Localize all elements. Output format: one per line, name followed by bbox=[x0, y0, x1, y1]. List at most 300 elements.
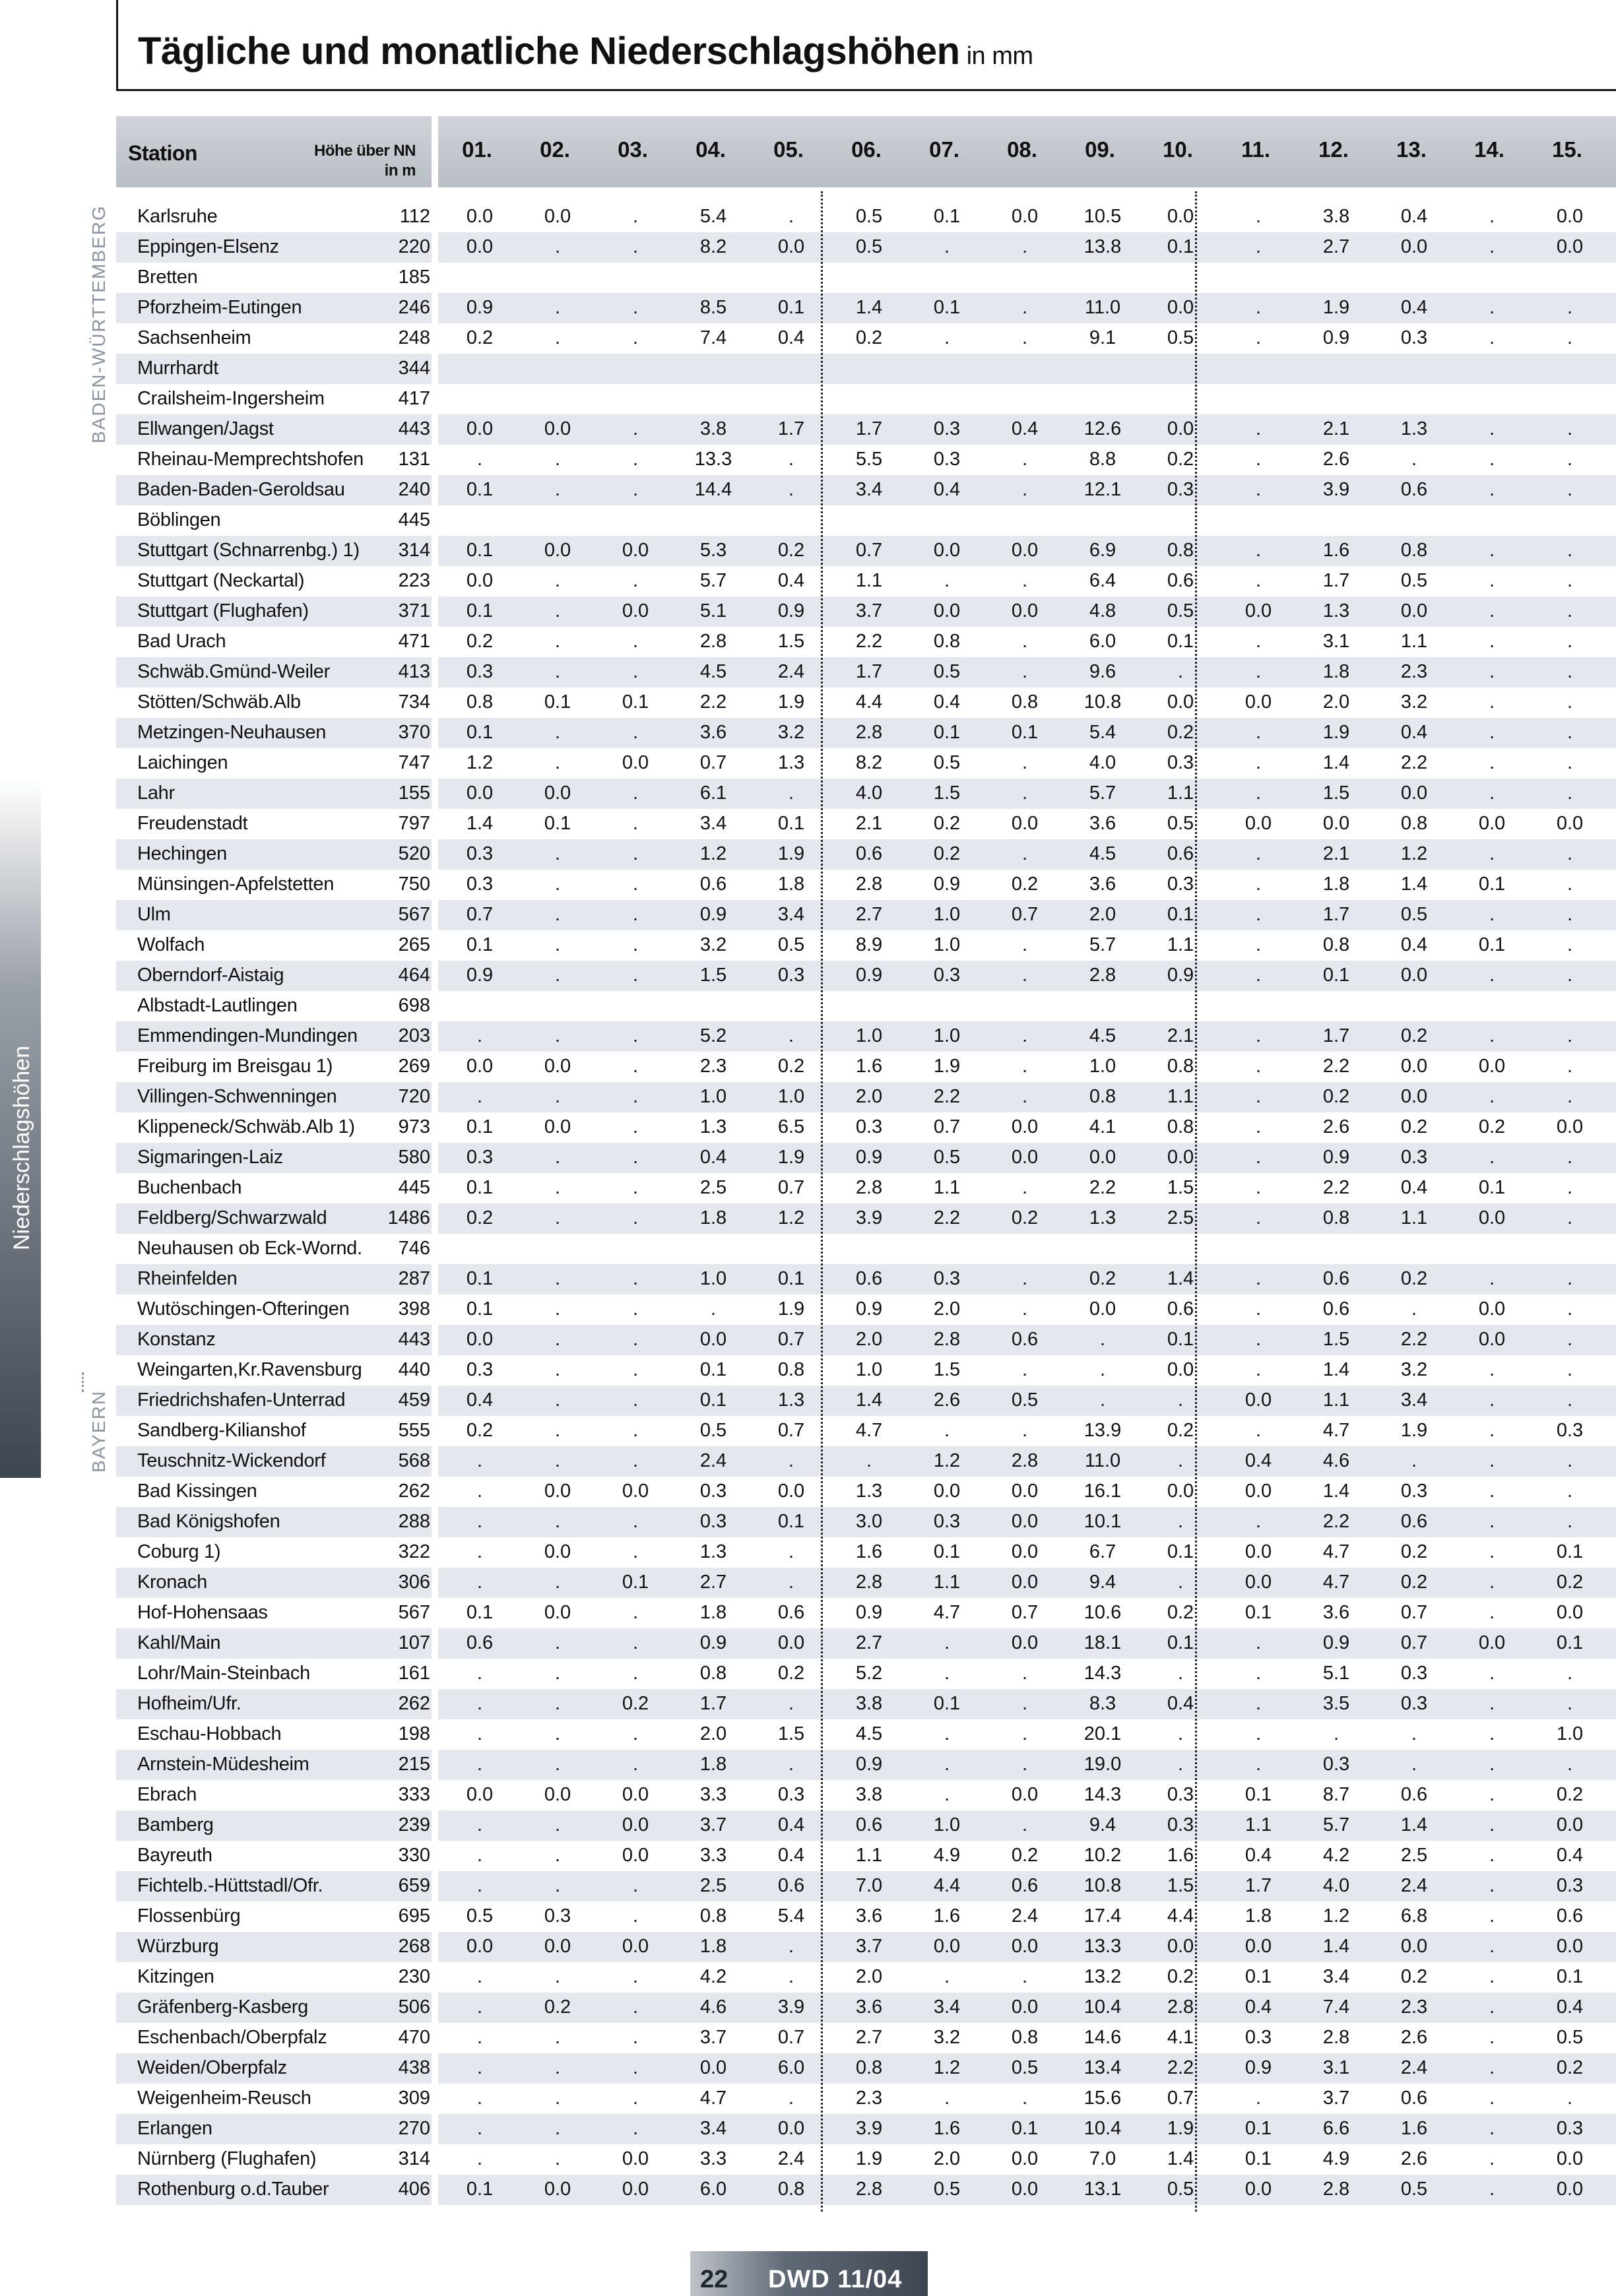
day-value: . bbox=[476, 2027, 483, 2048]
day-value: 1.3 bbox=[777, 1389, 805, 1411]
day-value: 0.0 bbox=[544, 2179, 571, 2200]
day-value: 0.0 bbox=[1167, 1147, 1194, 1168]
day-value: 0.0 bbox=[1244, 600, 1272, 622]
day-value: 0.7 bbox=[855, 540, 883, 561]
day-value: 1.5 bbox=[699, 965, 727, 986]
day-value: 1.0 bbox=[699, 1086, 727, 1107]
day-value: 2.0 bbox=[855, 1966, 883, 1987]
day-value: . bbox=[788, 1572, 794, 1593]
day-value: 1.9 bbox=[1400, 1420, 1428, 1441]
day-value: 1.9 bbox=[777, 1147, 805, 1168]
station-elevation: 567 bbox=[398, 1602, 430, 1623]
day-value: . bbox=[1489, 1875, 1495, 1896]
day-value: 7.0 bbox=[855, 1875, 883, 1896]
day-value: 0.4 bbox=[1400, 1177, 1428, 1198]
day-value: 13.4 bbox=[1083, 2057, 1122, 2078]
station-name: Böblingen bbox=[137, 509, 221, 530]
day-value: 1.9 bbox=[1322, 722, 1350, 743]
row-gap bbox=[432, 1507, 438, 1537]
row-gap bbox=[432, 1082, 438, 1112]
station-name: Stuttgart (Flughafen) bbox=[137, 600, 309, 622]
day-value: 0.9 bbox=[1167, 965, 1194, 986]
day-value: . bbox=[788, 449, 794, 470]
day-value: 0.1 bbox=[1478, 874, 1506, 895]
day-value: 0.4 bbox=[699, 1147, 727, 1168]
day-value: 0.3 bbox=[1167, 1814, 1194, 1835]
day-value: . bbox=[554, 1329, 561, 1350]
day-value: 8.9 bbox=[855, 934, 883, 955]
day-value: . bbox=[1489, 479, 1495, 500]
station-name: Teuschnitz-Wickendorf bbox=[137, 1450, 326, 1471]
day-value: 0.2 bbox=[466, 327, 494, 348]
day-value: 0.9 bbox=[1322, 1632, 1350, 1653]
day-value: 0.0 bbox=[1167, 1936, 1194, 1957]
day-value: 0.5 bbox=[777, 934, 805, 955]
day-value: . bbox=[476, 1541, 483, 1562]
day-value: 1.7 bbox=[699, 1693, 727, 1714]
day-value: . bbox=[554, 297, 561, 318]
day-value: 2.8 bbox=[855, 2179, 883, 2200]
day-value: 0.2 bbox=[1400, 1116, 1428, 1137]
day-value: . bbox=[1099, 1329, 1106, 1350]
day-value: 0.0 bbox=[1167, 206, 1194, 227]
day-value: . bbox=[1021, 1723, 1028, 1744]
day-value: 0.8 bbox=[1322, 934, 1350, 955]
day-value: 2.1 bbox=[1322, 843, 1350, 864]
station-name: Bad Urach bbox=[137, 631, 226, 652]
day-value: 0.9 bbox=[466, 297, 494, 318]
day-value: 0.0 bbox=[1011, 813, 1039, 834]
day-header: 03. bbox=[618, 137, 648, 162]
day-value: 0.0 bbox=[1244, 1389, 1272, 1411]
day-value: 4.2 bbox=[1322, 1845, 1350, 1866]
day-value: 0.8 bbox=[1011, 691, 1039, 713]
day-value: . bbox=[1255, 782, 1262, 804]
day-value: 0.6 bbox=[855, 1814, 883, 1835]
day-value: 0.0 bbox=[1556, 236, 1584, 257]
day-value: . bbox=[632, 1207, 639, 1228]
table-row bbox=[116, 657, 1616, 687]
day-value: 1.6 bbox=[1400, 2118, 1428, 2139]
day-value: 0.0 bbox=[1011, 2179, 1039, 2200]
day-value: . bbox=[1567, 1147, 1573, 1168]
station-name: Lohr/Main-Steinbach bbox=[137, 1663, 310, 1684]
day-value: 1.3 bbox=[855, 1481, 883, 1502]
day-value: 0.3 bbox=[1556, 2118, 1584, 2139]
day-value: 16.1 bbox=[1083, 1481, 1122, 1502]
day-value: 11.0 bbox=[1084, 297, 1121, 318]
day-value: 0.0 bbox=[1011, 1511, 1039, 1532]
day-value: 9.1 bbox=[1089, 327, 1116, 348]
day-value: 0.1 bbox=[544, 691, 571, 713]
day-value: . bbox=[1489, 1784, 1495, 1805]
day-value: 13.1 bbox=[1083, 2179, 1122, 2200]
day-value: 0.0 bbox=[1011, 1936, 1039, 1957]
day-value: . bbox=[1255, 722, 1262, 743]
day-value: 10.2 bbox=[1083, 1845, 1122, 1866]
day-value: 0.1 bbox=[1244, 2118, 1272, 2139]
day-value: . bbox=[1255, 479, 1262, 500]
day-value: 2.2 bbox=[1400, 752, 1428, 773]
day-value: 0.0 bbox=[1167, 691, 1194, 713]
day-value: . bbox=[554, 1723, 561, 1744]
table-row bbox=[116, 1112, 1616, 1143]
table-row bbox=[116, 2053, 1616, 2084]
day-value: . bbox=[632, 1663, 639, 1684]
day-value: 0.1 bbox=[777, 1511, 805, 1532]
day-value: . bbox=[1255, 570, 1262, 591]
day-value: 3.4 bbox=[777, 904, 805, 925]
day-value: . bbox=[1489, 691, 1495, 713]
day-value: . bbox=[632, 1996, 639, 2018]
station-name: Flossenbürg bbox=[137, 1905, 241, 1927]
day-value: 0.1 bbox=[933, 297, 961, 318]
day-value: 0.0 bbox=[1322, 813, 1350, 834]
day-value: 3.2 bbox=[699, 934, 727, 955]
day-value: . bbox=[1255, 1632, 1262, 1653]
day-value: . bbox=[1489, 1025, 1495, 1046]
day-value: . bbox=[1255, 1693, 1262, 1714]
day-value: 0.0 bbox=[1556, 1814, 1584, 1835]
table-row bbox=[116, 687, 1616, 718]
day-value: . bbox=[1255, 1663, 1262, 1684]
day-value: . bbox=[1567, 1177, 1573, 1198]
day-value: . bbox=[1411, 1754, 1417, 1775]
day-value: 0.3 bbox=[777, 1784, 805, 1805]
day-value: . bbox=[1099, 1359, 1106, 1380]
day-value: 0.7 bbox=[1400, 1602, 1428, 1623]
day-value: 4.9 bbox=[933, 1845, 961, 1866]
day-value: . bbox=[632, 1177, 639, 1198]
day-value: 1.6 bbox=[855, 1541, 883, 1562]
day-value: 0.0 bbox=[544, 1056, 571, 1077]
day-value: 2.7 bbox=[855, 1632, 883, 1653]
day-value: 5.5 bbox=[855, 449, 883, 470]
day-value: 0.1 bbox=[466, 722, 494, 743]
day-value: . bbox=[788, 206, 794, 227]
day-value: 0.7 bbox=[1400, 1632, 1428, 1653]
table-row bbox=[116, 991, 1616, 1021]
day-value: 2.8 bbox=[1167, 1996, 1194, 2018]
day-value: 1.0 bbox=[933, 934, 961, 955]
day-value: 2.0 bbox=[855, 1086, 883, 1107]
day-value: . bbox=[1489, 1754, 1495, 1775]
station-name: Ebrach bbox=[137, 1784, 197, 1805]
day-value: 0.9 bbox=[855, 1754, 883, 1775]
sidebar-label: Niederschlagshöhen bbox=[9, 1046, 34, 1250]
day-value: . bbox=[476, 2118, 483, 2139]
day-value: 0.1 bbox=[933, 206, 961, 227]
station-elevation: 580 bbox=[398, 1147, 430, 1168]
day-value: 1.1 bbox=[1167, 934, 1194, 955]
day-value: 4.1 bbox=[1089, 1116, 1116, 1137]
day-value: 0.6 bbox=[1400, 479, 1428, 500]
state-label-bayern: BAYERN bbox=[88, 1389, 109, 1473]
day-value: 0.5 bbox=[466, 1905, 494, 1927]
day-value: 0.0 bbox=[1478, 813, 1506, 834]
day-value: . bbox=[1567, 327, 1573, 348]
day-value: 1.9 bbox=[933, 1056, 961, 1077]
day-value: 1.3 bbox=[699, 1116, 727, 1137]
day-value: 0.3 bbox=[466, 1147, 494, 1168]
station-elevation: 659 bbox=[398, 1875, 430, 1896]
day-value: 0.0 bbox=[1400, 600, 1428, 622]
day-value: 1.9 bbox=[1167, 2118, 1194, 2139]
day-value: 2.2 bbox=[933, 1086, 961, 1107]
day-value: 1.7 bbox=[1244, 1875, 1272, 1896]
day-value: . bbox=[1567, 1450, 1573, 1471]
day-value: 0.0 bbox=[1011, 600, 1039, 622]
day-value: 3.7 bbox=[699, 2027, 727, 2048]
station-name: Rheinfelden bbox=[137, 1268, 238, 1289]
day-value: . bbox=[788, 1450, 794, 1471]
day-value: 0.2 bbox=[1400, 1025, 1428, 1046]
day-value: . bbox=[554, 631, 561, 652]
day-value: 0.0 bbox=[933, 1481, 961, 1502]
day-value: . bbox=[1489, 449, 1495, 470]
day-value: 1.7 bbox=[855, 418, 883, 439]
day-value: . bbox=[944, 327, 950, 348]
day-value: 0.0 bbox=[544, 206, 571, 227]
station-elevation: 333 bbox=[398, 1784, 430, 1805]
day-value: 0.3 bbox=[933, 965, 961, 986]
table-row bbox=[116, 566, 1616, 596]
day-value: 3.4 bbox=[1400, 1389, 1428, 1411]
day-value: 4.5 bbox=[855, 1723, 883, 1744]
day-value: 4.6 bbox=[1322, 1450, 1350, 1471]
day-value: 0.2 bbox=[1478, 1116, 1506, 1137]
day-value: 5.4 bbox=[777, 1905, 805, 1927]
day-value: 0.8 bbox=[1089, 1086, 1116, 1107]
day-value: . bbox=[1567, 722, 1573, 743]
station-elevation: 406 bbox=[398, 2179, 430, 2200]
day-value: . bbox=[1255, 843, 1262, 864]
day-value: 0.4 bbox=[1244, 1845, 1272, 1866]
day-value: 1.8 bbox=[699, 1207, 727, 1228]
day-header: 12. bbox=[1318, 137, 1349, 162]
day-value: 2.6 bbox=[1322, 449, 1350, 470]
day-value: . bbox=[1489, 2027, 1495, 2048]
station-elevation: 440 bbox=[398, 1359, 430, 1380]
day-value: 4.1 bbox=[1167, 2027, 1194, 2048]
day-value: . bbox=[632, 1329, 639, 1350]
day-value: 0.1 bbox=[1322, 965, 1350, 986]
day-value: 4.2 bbox=[699, 1966, 727, 1987]
day-value: 0.0 bbox=[466, 1329, 494, 1350]
station-name: Eschenbach/Oberpfalz bbox=[137, 2027, 327, 2048]
day-value: 0.0 bbox=[622, 752, 649, 773]
day-value: . bbox=[1489, 1147, 1495, 1168]
day-value: 3.4 bbox=[699, 813, 727, 834]
day-value: 0.6 bbox=[1556, 1905, 1584, 1927]
day-value: 0.4 bbox=[1400, 297, 1428, 318]
day-value: 0.0 bbox=[544, 540, 571, 561]
day-value: . bbox=[554, 1025, 561, 1046]
day-value: 4.4 bbox=[933, 1875, 961, 1896]
day-value: 3.8 bbox=[855, 1784, 883, 1805]
day-value: 2.0 bbox=[1322, 691, 1350, 713]
row-gap bbox=[432, 475, 438, 505]
day-value: 0.5 bbox=[933, 1147, 961, 1168]
day-value: . bbox=[1489, 206, 1495, 227]
day-value: 8.5 bbox=[699, 297, 727, 318]
day-value: 0.3 bbox=[933, 418, 961, 439]
day-value: . bbox=[632, 1359, 639, 1380]
station-elevation: 470 bbox=[398, 2027, 430, 2048]
day-value: 0.9 bbox=[699, 1632, 727, 1653]
station-elevation: 223 bbox=[398, 570, 430, 591]
station-elevation: 464 bbox=[398, 965, 430, 986]
station-name: Wolfach bbox=[137, 934, 205, 955]
day-value: 0.6 bbox=[777, 1602, 805, 1623]
day-value: . bbox=[1255, 661, 1262, 682]
day-header: 09. bbox=[1085, 137, 1115, 162]
station-elevation: 443 bbox=[398, 1329, 430, 1350]
day-value: 0.8 bbox=[933, 631, 961, 652]
day-value: 1.3 bbox=[777, 752, 805, 773]
week-divider bbox=[821, 191, 823, 2212]
day-value: 0.7 bbox=[699, 752, 727, 773]
row-gap bbox=[432, 1264, 438, 1294]
day-value: . bbox=[1255, 540, 1262, 561]
day-value: 0.6 bbox=[855, 843, 883, 864]
day-value: 1.2 bbox=[933, 1450, 961, 1471]
table-row bbox=[116, 1901, 1616, 1932]
day-header: 06. bbox=[851, 137, 882, 162]
day-value: 6.7 bbox=[1089, 1541, 1116, 1562]
day-value: 0.0 bbox=[1011, 206, 1039, 227]
day-value: 15.6 bbox=[1083, 2088, 1122, 2109]
day-header: 07. bbox=[929, 137, 959, 162]
day-value: . bbox=[1489, 722, 1495, 743]
station-elevation: 720 bbox=[398, 1086, 430, 1107]
day-value: 4.4 bbox=[1167, 1905, 1194, 1927]
day-value: 0.3 bbox=[1400, 327, 1428, 348]
row-gap bbox=[432, 839, 438, 870]
station-name: Sachsenheim bbox=[137, 327, 251, 348]
day-value: 3.2 bbox=[777, 722, 805, 743]
station-name: Ulm bbox=[137, 904, 171, 925]
day-value: 0.1 bbox=[1556, 1966, 1584, 1987]
day-value: . bbox=[1489, 2118, 1495, 2139]
day-value: 0.0 bbox=[1556, 2148, 1584, 2169]
day-value: 18.1 bbox=[1083, 1632, 1122, 1653]
day-value: 0.3 bbox=[466, 843, 494, 864]
day-value: . bbox=[476, 1845, 483, 1866]
day-value: . bbox=[1255, 327, 1262, 348]
header-station-block bbox=[116, 116, 432, 187]
day-value: . bbox=[866, 1450, 872, 1471]
day-value: 0.0 bbox=[1011, 1572, 1039, 1593]
day-value: . bbox=[554, 1420, 561, 1441]
day-value: . bbox=[1489, 1966, 1495, 1987]
day-value: 0.3 bbox=[1322, 1754, 1350, 1775]
day-value: 2.8 bbox=[855, 1572, 883, 1593]
station-name: Erlangen bbox=[137, 2118, 212, 2139]
day-value: 0.3 bbox=[466, 661, 494, 682]
day-value: 0.3 bbox=[699, 1481, 727, 1502]
day-value: . bbox=[632, 297, 639, 318]
day-value: . bbox=[632, 1602, 639, 1623]
row-gap bbox=[432, 1993, 438, 2023]
station-name: Albstadt-Lautlingen bbox=[137, 995, 298, 1016]
day-value: . bbox=[1489, 1723, 1495, 1744]
day-value: . bbox=[788, 782, 794, 804]
day-value: 1.1 bbox=[933, 1177, 961, 1198]
day-value: 0.1 bbox=[466, 1602, 494, 1623]
day-value: 3.3 bbox=[699, 2148, 727, 2169]
day-value: . bbox=[1255, 1177, 1262, 1198]
day-value: . bbox=[476, 2057, 483, 2078]
day-value: 1.6 bbox=[933, 2118, 961, 2139]
day-value: 5.7 bbox=[1322, 1814, 1350, 1835]
day-value: . bbox=[1489, 965, 1495, 986]
day-value: 0.6 bbox=[466, 1632, 494, 1653]
station-name: Feldberg/Schwarzwald bbox=[137, 1207, 327, 1228]
table-row bbox=[116, 1325, 1616, 1355]
day-value: . bbox=[632, 1147, 639, 1168]
station-name: Hof-Hohensaas bbox=[137, 1602, 268, 1623]
day-value: 3.0 bbox=[855, 1511, 883, 1532]
day-value: 2.4 bbox=[777, 2148, 805, 2169]
day-value: 0.2 bbox=[1011, 1845, 1039, 1866]
day-value: . bbox=[1021, 1359, 1028, 1380]
day-value: 3.9 bbox=[1322, 479, 1350, 500]
day-value: 0.8 bbox=[1167, 540, 1194, 561]
day-value: . bbox=[1567, 1086, 1573, 1107]
day-value: 0.1 bbox=[466, 479, 494, 500]
day-value: 0.4 bbox=[1400, 206, 1428, 227]
day-value: 0.6 bbox=[777, 1875, 805, 1896]
day-value: 0.0 bbox=[1244, 1572, 1272, 1593]
day-value: 3.7 bbox=[855, 600, 883, 622]
day-value: . bbox=[1489, 1481, 1495, 1502]
day-value: 0.0 bbox=[1556, 1936, 1584, 1957]
day-value: 6.0 bbox=[699, 2179, 727, 2200]
day-value: . bbox=[1255, 449, 1262, 470]
day-value: . bbox=[632, 1298, 639, 1320]
day-value: . bbox=[554, 327, 561, 348]
day-value: . bbox=[1177, 1572, 1184, 1593]
table-row bbox=[116, 2084, 1616, 2114]
table-row bbox=[116, 2023, 1616, 2053]
day-value: 3.4 bbox=[855, 479, 883, 500]
day-value: 0.1 bbox=[1167, 1329, 1194, 1350]
day-value: 0.3 bbox=[933, 1268, 961, 1289]
day-value: 2.5 bbox=[1167, 1207, 1194, 1228]
day-value: . bbox=[632, 1420, 639, 1441]
row-gap bbox=[432, 1932, 438, 1962]
day-value: 17.4 bbox=[1083, 1905, 1122, 1927]
station-elevation: 746 bbox=[398, 1238, 430, 1259]
day-value: . bbox=[788, 1754, 794, 1775]
day-value: . bbox=[1255, 1116, 1262, 1137]
day-value: . bbox=[1021, 1086, 1028, 1107]
day-value: 0.0 bbox=[1244, 1541, 1272, 1562]
station-elevation: 413 bbox=[398, 661, 430, 682]
station-name: Eppingen-Elsenz bbox=[137, 236, 279, 257]
day-value: 0.3 bbox=[1167, 479, 1194, 500]
day-value: 3.6 bbox=[855, 1996, 883, 2018]
day-value: 0.0 bbox=[1011, 1996, 1039, 2018]
day-value: 0.2 bbox=[777, 1056, 805, 1077]
day-value: 2.2 bbox=[855, 631, 883, 652]
day-value: . bbox=[632, 1056, 639, 1077]
day-value: 2.1 bbox=[855, 813, 883, 834]
day-value: . bbox=[1177, 1663, 1184, 1684]
day-value: . bbox=[1567, 1056, 1573, 1077]
day-value: 0.4 bbox=[933, 479, 961, 500]
